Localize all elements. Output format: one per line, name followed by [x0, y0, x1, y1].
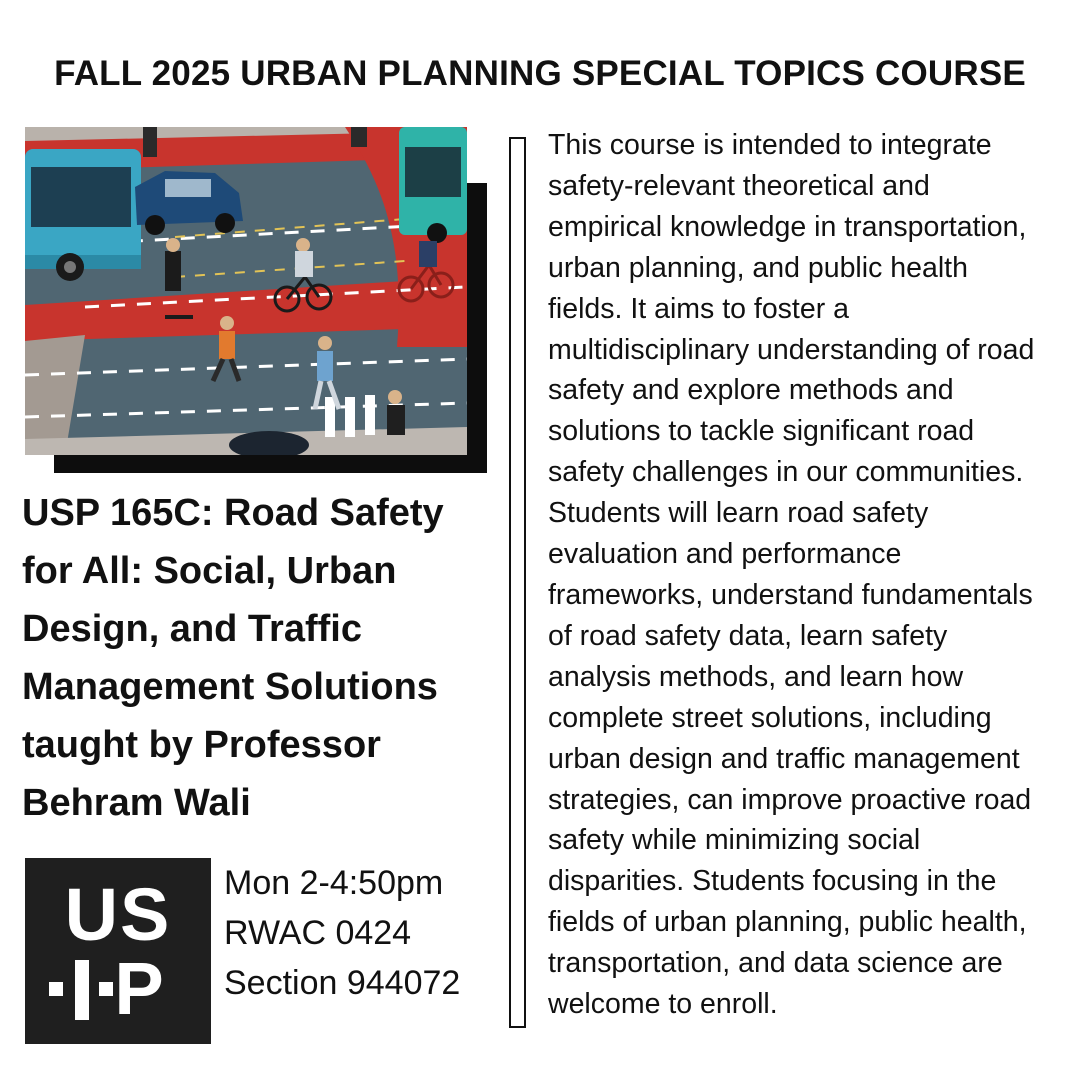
cyclist-center-body: [295, 251, 313, 277]
bus-left: [25, 149, 141, 281]
usp-logo: [25, 858, 211, 1044]
schedule-section: Section 944072: [224, 964, 461, 1002]
schedule-time: Mon 2-4:50pm: [224, 864, 444, 902]
logo-line-1: US: [64, 873, 172, 956]
flyer-heading: FALL 2025 URBAN PLANNING SPECIAL TOPICS COURSE: [54, 54, 1026, 93]
course-schedule: [224, 858, 514, 1008]
course-description: This course is intended to integrate safety-relevant theoretical and empirical knowledge in transportation, urban planning, and public health fields. It aims to foster a multidisciplinary understanding of road safety and explore methods and solutions to tackle significant road safety challenges in our communities. Students will learn road safety evaluation and performance frameworks, understand fundamentals of road safety data, learn safety analysis methods, and learn how complete street solutions, including urban design and traffic management strategies, can improve proactive road safety while minimizing social disparities. Students focusing in the fields of urban planning, public health, transportation, and data science are welcome to enroll.: [548, 129, 1035, 1021]
crosswalk: [325, 395, 375, 437]
logo-line-2: P: [114, 947, 166, 1030]
cyclist-right-body: [419, 241, 437, 267]
cyclist-center-head: [296, 238, 310, 252]
signal-right: [351, 127, 367, 147]
schedule-room: RWAC 0424: [224, 914, 412, 952]
bus-right: [399, 127, 467, 243]
vertical-divider: [509, 137, 526, 1028]
course-title: USP 165C: Road Safety for All: Social, Urban Design, and Traffic Management Solutions taught by Professor Behram Wali: [22, 492, 444, 824]
scooter-rider: [165, 251, 181, 291]
signal-left: [143, 127, 157, 157]
city-intersection-photo: [25, 127, 467, 455]
